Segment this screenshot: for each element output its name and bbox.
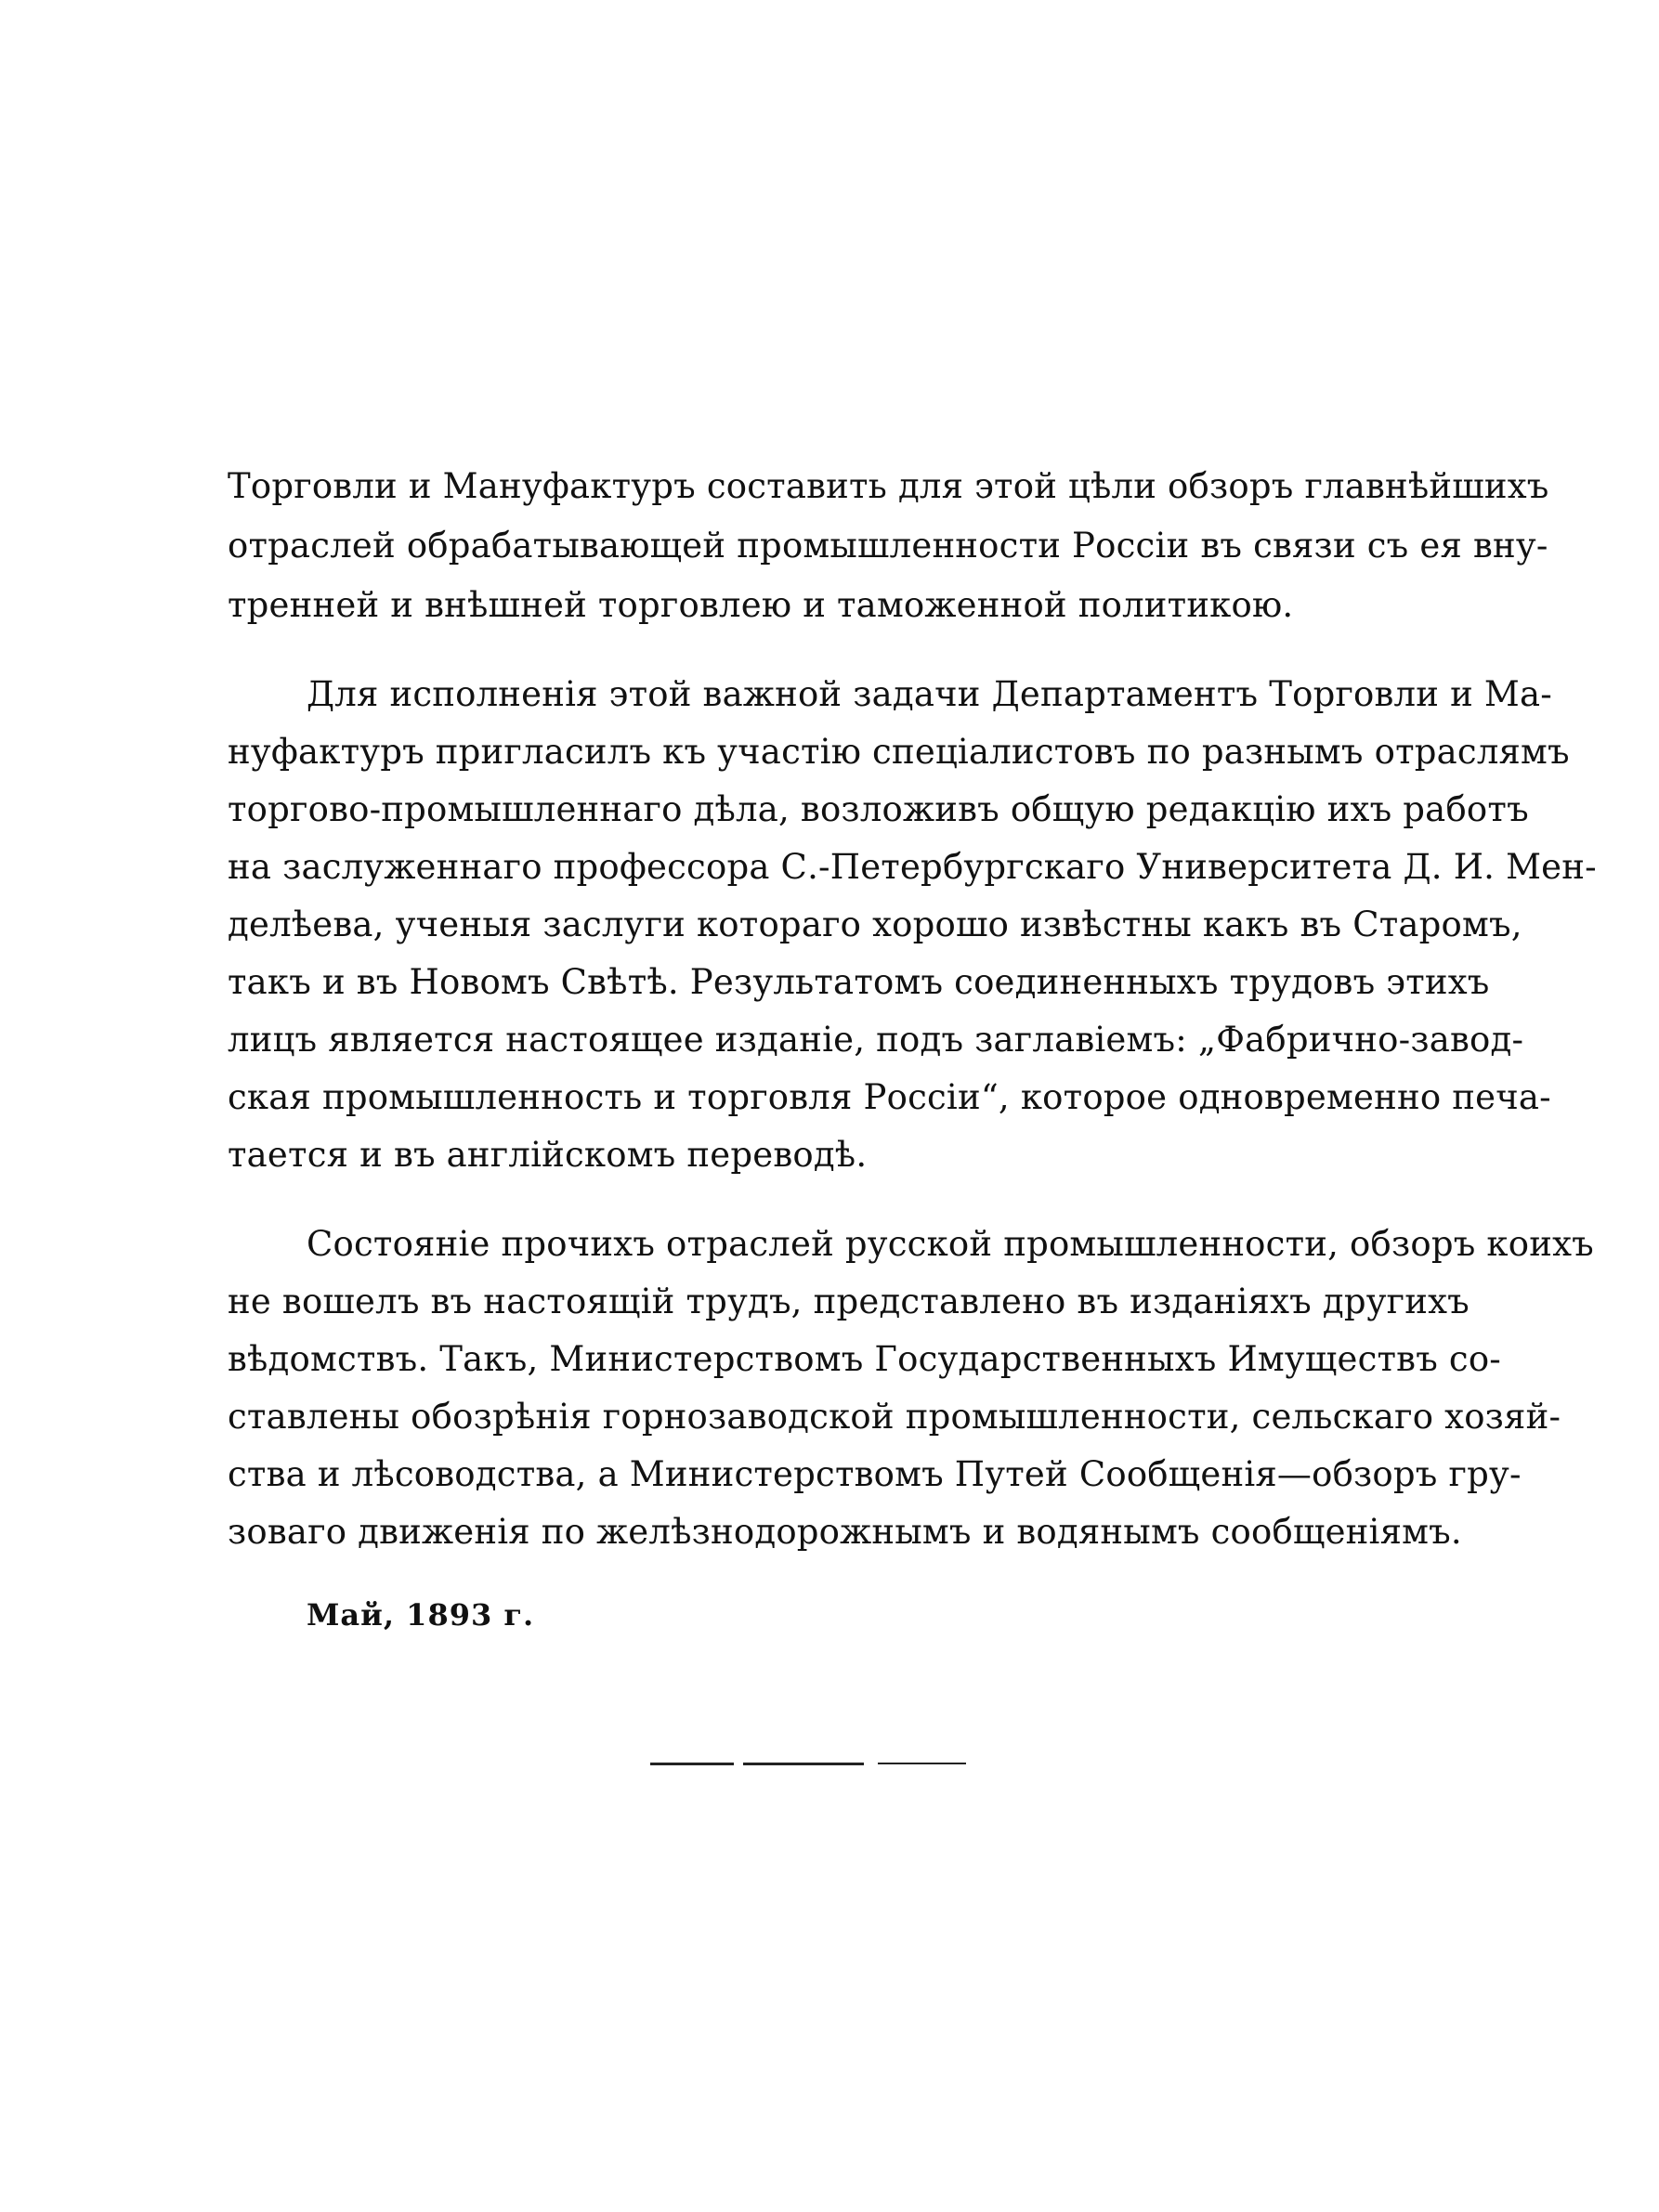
paragraph-3-line-6: зоваго движенія по желѣзнодорожнымъ и водянымъ сообщеніямъ. bbox=[228, 1512, 1462, 1552]
paragraph-1-line-1: Торговли и Мануфактуръ составить для этой цѣли обзоръ главнѣйшихъ bbox=[228, 466, 1549, 506]
paragraph-2-line-4: на заслуженнаго профессора С.-Петербургскаго Университета Д. И. Мен- bbox=[228, 847, 1597, 887]
paragraph-2-line-8: ская промышленность и торговля Россіи“, которое одновременно печа- bbox=[228, 1077, 1551, 1117]
paragraph-3-line-2: не вошелъ въ настоящій трудъ, представлено въ изданіяхъ другихъ bbox=[228, 1282, 1470, 1321]
paragraph-3-line-5: ства и лѣсоводства, а Министерствомъ Путей Сообщенія—обзоръ гру- bbox=[228, 1454, 1522, 1494]
paragraph-1-line-3: тренней и внѣшней торговлею и таможенной политикою. bbox=[228, 585, 1294, 625]
paragraph-2-line-5: делѣева, ученыя заслуги котораго хорошо извѣстны какъ въ Старомъ, bbox=[228, 904, 1522, 944]
closing-rule-segment-left bbox=[650, 1763, 734, 1765]
paragraph-2-line-7: лицъ является настоящее изданіе, подъ заглавіемъ: „Фабрично-завод- bbox=[228, 1020, 1524, 1060]
paragraph-1-line-2: отраслей обрабатывающей промышленности Россіи въ связи съ ея вну- bbox=[228, 526, 1548, 566]
paragraph-3-line-1: Состояніе прочихъ отраслей русской промышленности, обзоръ коихъ bbox=[307, 1224, 1594, 1264]
paragraph-2-line-3: торгово-промышленнаго дѣла, возложивъ общую редакцію ихъ работъ bbox=[228, 789, 1529, 829]
paragraph-2-line-2: нуфактуръ пригласилъ къ участію спеціалистовъ по разнымъ отраслямъ bbox=[228, 732, 1570, 772]
date-line: Май, 1893 г. bbox=[307, 1597, 535, 1633]
paragraph-3-line-3: вѣдомствъ. Такъ, Министерствомъ Государственныхъ Имуществъ со- bbox=[228, 1339, 1501, 1379]
paragraph-2-line-1: Для исполненія этой важной задачи Департаментъ Торговли и Ма- bbox=[307, 674, 1552, 714]
closing-rule-segment-center bbox=[743, 1763, 864, 1765]
paragraph-3-line-4: ставлены обозрѣнія горнозаводской промышленности, сельскаго хозяй- bbox=[228, 1397, 1561, 1437]
paragraph-2-line-9: тается и въ англійскомъ переводѣ. bbox=[228, 1135, 868, 1175]
closing-rule-segment-right bbox=[878, 1763, 966, 1764]
paragraph-2-line-6: такъ и въ Новомъ Свѣтѣ. Результатомъ соединенныхъ трудовъ этихъ bbox=[228, 962, 1490, 1002]
